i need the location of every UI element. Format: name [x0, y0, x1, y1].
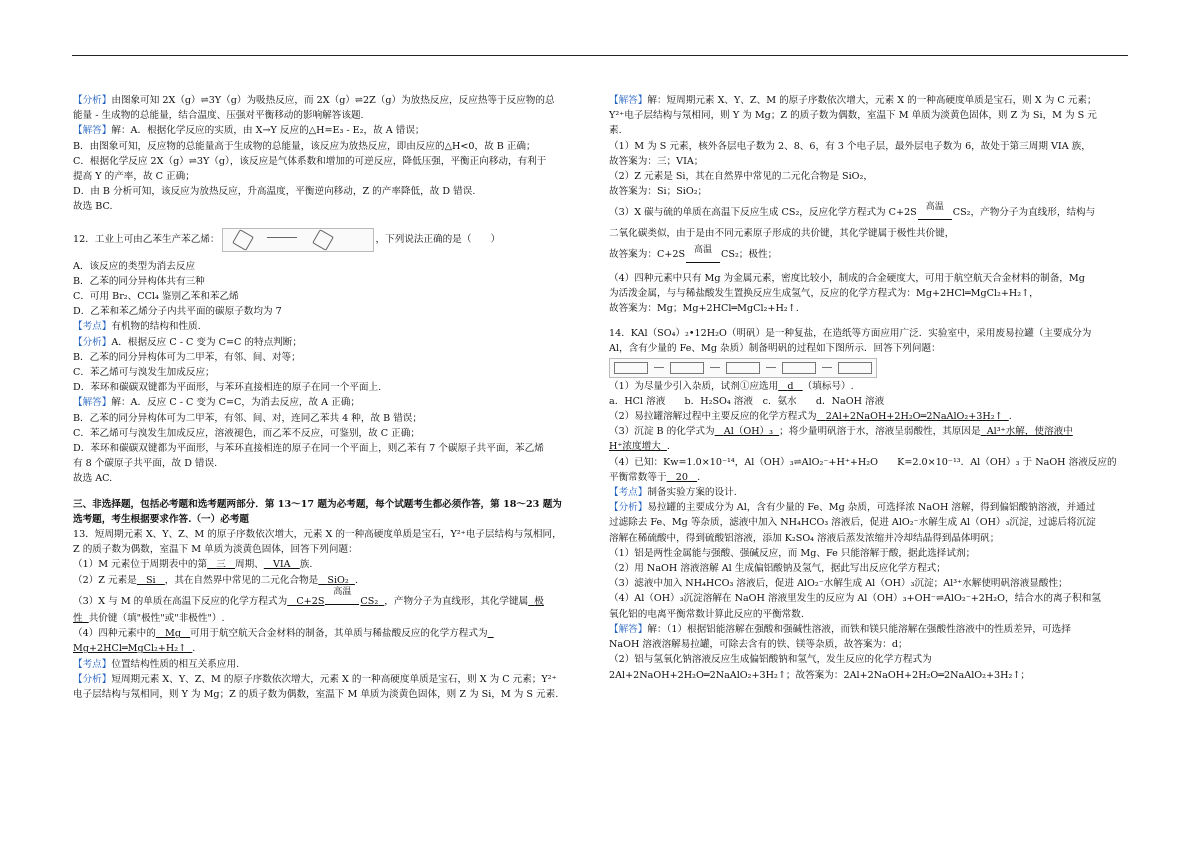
q13-answer-line: 故答案为：C+2S 高温 CS₂；极性； — [609, 242, 1131, 265]
q12-answer-line: 有 8 个碳原子共平面，故 D 错误. — [73, 458, 218, 470]
answer-blank: SiO₂ — [327, 574, 349, 586]
q14-kaodian: 【考点】制备实验方案的设计. — [609, 487, 737, 499]
q14-analysis-line: （1）铝是两性金属能与强酸、强碱反应，而 Mg、Fe 只能溶解于酸，据此选择试剂； — [609, 547, 976, 559]
q11-answer-line: D．由 B 分析可知，该反应为放热反应，升高温度，平衡逆向移动，Z 的产率降低，故 D 错误. — [73, 186, 476, 198]
q14-analysis-line: （4）Al（OH）₃沉淀溶解在 NaOH 溶液里发生的反应为 Al（OH）₃+OH⁻⇌AlO₂⁻+2H₂O，结合水的离子积和氢 — [609, 593, 1101, 605]
answer-tag: 【解答】 — [73, 125, 112, 137]
q13-part1: （1）M 元素位于周期表中的第 三 周期、 VIA 族. — [73, 559, 313, 571]
answer-blank: Al³⁺水解，使溶液中 — [986, 426, 1073, 438]
q11-answer-line: B．由图象可知，反应物的总能量高于生成物的总能量，该反应为放热反应，即由反应的△H<0，故 B 正确； — [73, 140, 536, 152]
q12-stem: 12．工业上可由乙苯生产苯乙烯： ，下列说法正确的是（ ） — [73, 229, 593, 251]
flow-arrow-icon — [654, 367, 664, 368]
section-heading: 选考题，考生根据要求作答.（一）必考题 — [73, 513, 250, 525]
flow-box-icon — [670, 362, 704, 374]
q13-answer-line: Y²⁺电子层结构与氖相同，则 Y 为 Mg；Z 的质子数为偶数，室温下 M 单质为淡黄色固体，则 Z 为 Si，M 为 S 元 — [609, 110, 1097, 122]
answer-blank: 性 — [73, 612, 83, 624]
q12-kaodian: 【考点】有机物的结构和性质. — [73, 321, 201, 333]
q11-analysis-line: 【分析】由图象可知 2X（g）⇌3Y（g）为吸热反应，而 2X（g）⇌2Z（g）为放热反应，反应热等于反应物的总 — [73, 95, 555, 106]
q12-answer-line: D．苯环和碳碳双键都为平面形，与苯环直接相连的原子在同一个平面上，则乙苯有 7 个碳原子共平面，苯乙烯 — [73, 443, 544, 455]
q14-analysis-line: （2）用 NaOH 溶液溶解 Al 生成偏铝酸钠及氢气，据此写出反应化学方程式； — [609, 563, 946, 575]
q11-analysis-line: 能量 - 生成物的总能量，结合温度、压强对平衡移动的影响解答该题. — [73, 110, 364, 122]
q14-analysis-line: 过滤除去 Fe、Mg 等杂质，滤液中加入 NH₄HCO₃ 溶液后，促进 AlO₂⁻水解生成 Al（OH）₃沉淀，过滤后将沉淀 — [609, 517, 1096, 529]
q14-analysis-line: 【分析】易拉罐的主要成分为 Al，含有少量的 Fe、Mg 杂质，可选择浓 NaOH 溶解，得到偏铝酸钠溶液，并通过 — [609, 502, 1096, 514]
q11-answer-line: C．根据化学反应 2X（g）⇌3Y（g），该反应是气体系数和增加的可逆反应，降低压强，平衡正向移动，有利于 — [73, 155, 547, 167]
q13-part3-cont: 性 共价键（填"极性"或"非极性"）. — [73, 612, 225, 624]
answer-blank: Si — [145, 574, 156, 586]
q14-flow-diagram-row — [609, 357, 1131, 379]
q13-answer-line: 故答案为：Si；SiO₂； — [609, 186, 708, 198]
flow-box-icon — [726, 362, 760, 374]
q12-analysis-line: B．乙苯的同分异构体可为二甲苯，有邻、间、对等； — [73, 351, 301, 363]
q14-answer-line: 【解答】解：（1）根据铝能溶解在强酸和强碱性溶液，而铁和镁只能溶解在强酸性溶液中的性质差异，可选择 — [609, 623, 1071, 635]
q13-answer-line: 二氧化碳类似，由于是由不同元素原子形成的共价键，其化学键属于极性共价键， — [609, 228, 955, 240]
q13-answer-line: 为活泼金属，与与稀盐酸发生置换反应生成氢气，反应的化学方程式为：Mg+2HCl═MgCl₂+H₂↑， — [609, 287, 1039, 299]
flow-box-icon — [782, 362, 816, 374]
q12-answer-line: B．乙苯的同分异构体可为二甲苯，有邻、间、对，连同乙苯共 4 种，故 B 错误； — [73, 412, 422, 424]
answer-blank: 极 — [534, 595, 544, 607]
answer-blank: VIA — [272, 559, 291, 571]
q14-stem: Al，含有少量的 Fe、Mg 杂质）制备明矾的过程如下图所示．回答下列问题： — [609, 343, 941, 355]
q13-answer-line: （1）M 为 S 元素，核外各层电子数为 2、8、6，有 3 个电子层，最外层电子数为 6，故处于第三周期 VIA 族， — [609, 140, 1091, 152]
q12-analysis-line: D．苯环和碳碳双键都为平面形，与苯环直接相连的原子在同一个平面上. — [73, 382, 382, 394]
q14-part4-cont: 平衡常数等于 20 . — [609, 471, 701, 483]
right-column — [609, 93, 1131, 683]
q14-part3: （3）沉淀 B 的化学式为 Al（OH）₃ ；将少量明矾溶于水，溶液呈弱酸性，其原因是 Al³⁺水解，使溶液中 — [609, 426, 1073, 438]
section-heading: 三、非选择题，包括必考题和选考题两部分．第 13～17 题为必考题，每个试题考生都必须作答，第 18～23 题为 — [73, 498, 562, 510]
q14-part2: （2）易拉罐溶解过程中主要反应的化学方程式为 2Al+2NaOH+2H₂O═2NaAlO₂+3H₂↑ . — [609, 411, 1012, 423]
reaction-arrow-icon — [267, 237, 297, 238]
q13-part3: （3）X 与 M 的单质在高温下反应的化学方程式为 C+2S 高温 CS₂ ，产物分子为直线形，其化学键属 极 — [73, 588, 593, 611]
q12-answer-line: 故选 AC. — [73, 473, 113, 485]
q12-answer-line: C．苯乙烯可与溴发生加成反应，溶液褪色，而乙苯不反应，可鉴别，故 C 正确； — [73, 427, 420, 439]
q14-answer-line: NaOH 溶液溶解易拉罐，可除去含有的铁、镁等杂质，故答案为：d； — [609, 639, 908, 651]
q12-analysis-line: C．苯乙烯可与溴发生加成反应； — [73, 367, 215, 379]
q13-stem: 13．短周期元素 X、Y、Z、M 的原子序数依次增大，元素 X 的一种高硬度单质是宝石，Y²⁺电子层结构与氖相同， — [73, 529, 562, 541]
process-flow-diagram — [609, 358, 877, 378]
q13-part4: （4）四种元素中的 Mg 可用于航空航天合金材料的制备，其单质与稀盐酸反应的化学方程式为 — [73, 628, 488, 640]
answer-blank: Al（OH）₃ — [723, 426, 774, 438]
flow-box-icon — [838, 362, 872, 374]
left-column — [73, 93, 593, 702]
q13-answer-line: 故答案为：三；VIA； — [609, 155, 704, 167]
answer-blank: 2Al+2NaOH+2H₂O═2NaAlO₂+3H₂↑ — [825, 411, 1003, 423]
q11-answer-line: 故选 BC. — [73, 201, 113, 213]
q12-option: D．乙苯和苯乙烯分子内共平面的碳原子数均为 7 — [73, 306, 282, 318]
q12-analysis-line: 【分析】A．根据反应 C - C 变为 C=C 的特点判断； — [73, 336, 302, 348]
q11-answer-line: 【解答】解：A．根据化学反应的实质，由 X→Y 反应的△H=E₃ - E₂，故 A 错误； — [73, 125, 425, 137]
q14-part1-options: a．HCl 溶液 b．H₂SO₄ 溶液 c．氨水 d．NaOH 溶液 — [609, 395, 885, 407]
answer-blank: 20 — [675, 471, 688, 483]
q13-part4-cont: Mg+2HCl═MgCl₂+H₂↑ . — [73, 643, 196, 655]
q14-part1: （1）为尽量少引入杂质，试剂①应选用 d （填标号）. — [609, 380, 854, 392]
q14-analysis-line: 氧化铝的电离平衡常数计算此反应的平衡常数. — [609, 608, 804, 620]
q12-option: C．可用 Br₂、CCl₄ 鉴别乙苯和苯乙烯 — [73, 291, 239, 303]
reaction-condition-arrow: 高温 — [918, 209, 952, 220]
q14-answer-line: （2）铝与氢氧化钠溶液反应生成偏铝酸钠和氢气，发生反应的化学方程式为 — [609, 654, 932, 666]
q14-part3-cont: H⁺浓度增大 . — [609, 441, 670, 453]
q13-answer-line: （3）X 碳与硫的单质在高温下反应生成 CS₂，反应化学方程式为 C+2S 高温 CS₂，产物分子为直线形，结构与 — [609, 199, 1131, 222]
q13-answer-line: 【解答】解：短周期元素 X、Y、Z、M 的原子序数依次增大，元素 X 的一种高硬度单质是宝石，则 X 为 C 元素； — [609, 95, 1097, 106]
q13-analysis-line: 电子层结构与氖相同，则 Y 为 Mg；Z 的质子数为偶数，室温下 M 单质为淡黄色固体，则 Z 为 Si，M 为 S 元素. — [73, 688, 559, 700]
q14-part4: （4）已知：Kw=1.0×10⁻¹⁴，Al（OH）₃⇌AlO₂⁻+H⁺+H₂O K=2.0×10⁻¹³．Al（OH）₃ 于 NaOH 溶液反应的 — [609, 456, 1117, 468]
benzene-ring-icon — [232, 229, 254, 251]
q14-stem: 14．KAl（SO₄）₂•12H₂O（明矾）是一种复盐，在造纸等方面应用广泛．实验室中，采用废易拉罐（主要成分为 — [609, 328, 1092, 340]
answer-blank: d — [787, 380, 794, 392]
header-rule — [72, 55, 1128, 56]
q13-part2: （2）Z 元素是 Si ，其在自然界中常见的二元化合物是 SiO₂ . — [73, 574, 358, 586]
q13-stem: Z 的质子数为偶数，室温下 M 单质为淡黄色固体，回答下列问题： — [73, 544, 358, 556]
flow-box-icon — [614, 362, 648, 374]
answer-blank: Mg — [165, 628, 181, 640]
reaction-condition-arrow: 高温 — [686, 252, 720, 263]
q14-answer-line: 2Al+2NaOH+2H₂O═2NaAlO₂+3H₂↑；故答案为：2Al+2NaOH+2H₂O═2NaAlO₂+3H₂↑； — [609, 669, 1030, 681]
answer-blank: 三 — [216, 559, 226, 571]
q13-answer-line: （4）四种元素中只有 Mg 为金属元素，密度比较小，制成的合金硬度大，可用于航空航天合金材料的制备，Mg — [609, 272, 1085, 284]
q14-analysis-line: 溶解在稀硫酸中，得到硫酸铝溶液，添加 K₂SO₄ 溶液后蒸发浓缩并冷却结晶得到晶体明矾； — [609, 532, 1000, 544]
analysis-tag: 【分析】 — [73, 95, 112, 106]
q13-answer-line: 素. — [609, 125, 622, 137]
q12-option: B．乙苯的同分异构体共有三种 — [73, 275, 205, 287]
q11-answer-line: 提高 Y 的产率，故 C 正确； — [73, 171, 195, 183]
q12-option: A．该反应的类型为消去反应 — [73, 260, 196, 272]
q13-answer-line: 故答案为：Mg；Mg+2HCl═MgCl₂+H₂↑. — [609, 303, 799, 315]
reaction-diagram — [222, 228, 374, 252]
answer-blank: C+2S 高温 CS₂ — [296, 586, 379, 607]
flow-arrow-icon — [822, 367, 832, 368]
q13-answer-line: （2）Z 元素是 Si，其在自然界中常见的二元化合物是 SiO₂， — [609, 171, 873, 183]
flow-arrow-icon — [710, 367, 720, 368]
q12-answer-line: 【解答】解：A．反应 C - C 变为 C=C，为消去反应，故 A 正确； — [73, 397, 360, 409]
answer-blank: H⁺浓度增大 — [609, 441, 661, 453]
answer-blank: Mg+2HCl═MgCl₂+H₂↑ — [73, 643, 187, 655]
q13-analysis-line: 【分析】短周期元素 X、Y、Z、M 的原子序数依次增大，元素 X 的一种高硬度单质是宝石，则 X 为 C 元素；Y²⁺ — [73, 673, 557, 685]
q13-kaodian: 【考点】位置结构性质的相互关系应用. — [73, 658, 240, 670]
q14-analysis-line: （3）滤液中加入 NH₄HCO₃ 溶液后，促进 AlO₂⁻水解生成 Al（OH）₃沉淀；Al³⁺水解使明矾溶液显酸性； — [609, 578, 1068, 590]
flow-arrow-icon — [766, 367, 776, 368]
benzene-ring-icon — [312, 229, 334, 251]
reaction-condition-arrow: 高温 — [325, 594, 359, 605]
